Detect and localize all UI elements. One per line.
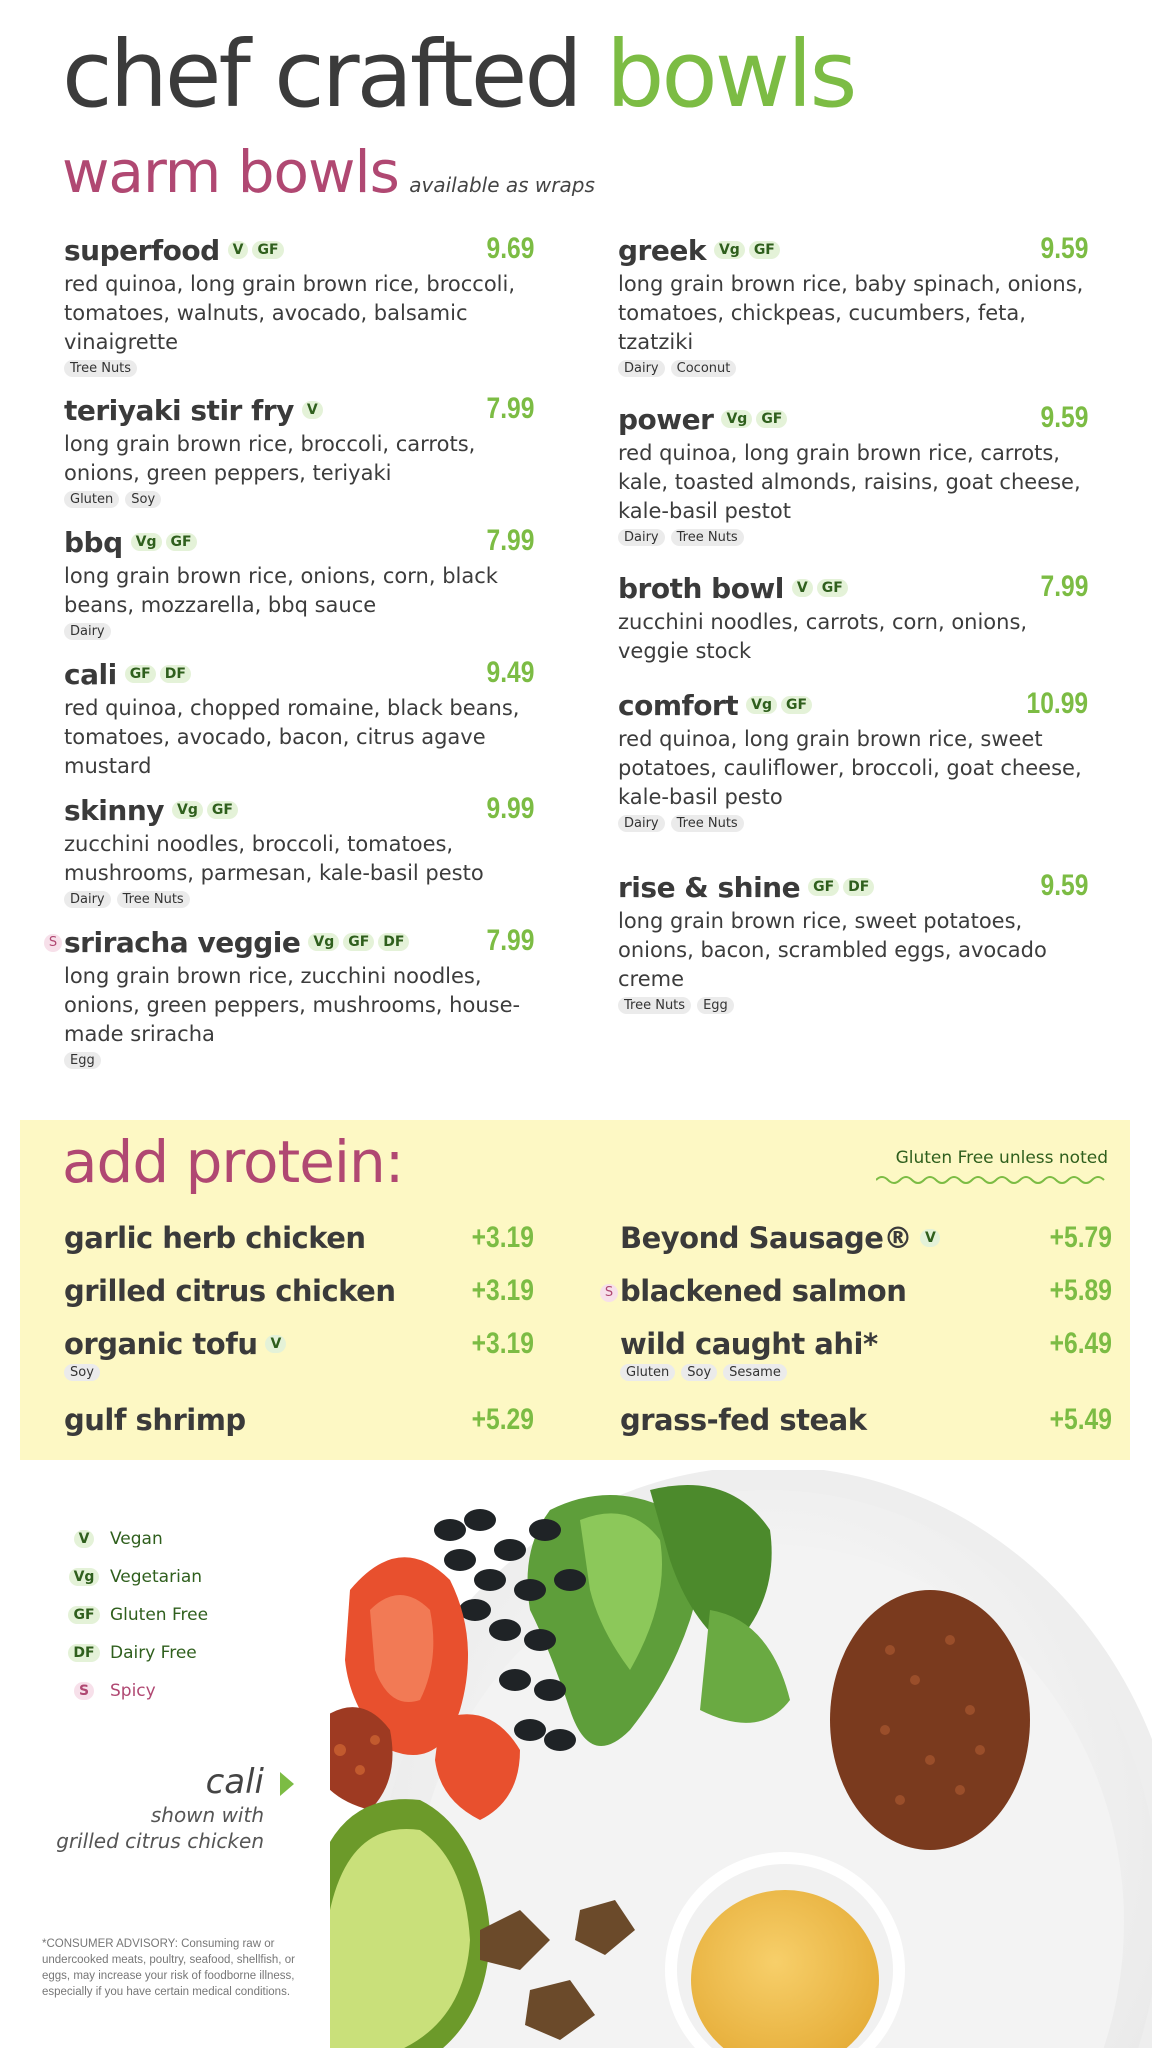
menu-item-description: red quinoa, long grain brown rice, broccoli, tomatoes, walnuts, avocado, balsamic vinaigrette <box>64 272 516 354</box>
allergen-tag-coconut: Coconut <box>671 360 737 377</box>
diet-badge-gf: GF <box>749 241 780 259</box>
menu-item-cali <box>64 656 534 781</box>
menu-item-description: red quinoa, long grain brown rice, carrots, kale, toasted almonds, raisins, goat cheese, kale-basil pestot <box>618 441 1081 523</box>
menu-item-price: 7.99 <box>1040 570 1088 603</box>
allergen-tags <box>620 1364 1112 1381</box>
allergen-tag-gluten: Gluten <box>64 491 119 508</box>
caption-line-1: shown with <box>150 1803 264 1827</box>
legend-badge-wrap <box>64 1644 104 1662</box>
menu-item-name: superfood <box>64 233 220 267</box>
menu-item-name: cali <box>64 657 117 691</box>
diet-badge-v: V <box>920 1229 940 1247</box>
menu-item-price: 10.99 <box>1026 687 1088 720</box>
legend-row-vegetarian <box>64 1558 208 1596</box>
warm-bowls-header <box>62 138 595 206</box>
allergen-tag-soy: Soy <box>681 1364 717 1381</box>
menu-item-price: 9.49 <box>486 656 534 689</box>
menu-item-greek <box>618 232 1088 377</box>
menu-item-description: zucchini noodles, carrots, corn, onions, veggie stock <box>618 610 1028 663</box>
menu-item-description: zucchini noodles, broccoli, tomatoes, mushrooms, parmesan, kale-basil pesto <box>64 832 484 885</box>
allergen-tags <box>64 1052 534 1069</box>
allergen-tags <box>64 623 534 640</box>
warm-bowls-heading: warm bowls <box>62 138 399 206</box>
menu-item-price: 9.59 <box>1040 869 1088 902</box>
legend-badge-v: V <box>74 1530 95 1548</box>
spicy-icon: S <box>44 934 62 952</box>
legend-row-spicy <box>64 1672 208 1710</box>
diet-legend <box>64 1520 208 1710</box>
protein-price: +5.79 <box>1049 1221 1112 1254</box>
menu-item-name-row <box>618 570 1088 606</box>
diet-badge-gf: GF <box>817 579 848 597</box>
menu-item-description: long grain brown rice, onions, corn, black beans, mozzarella, bbq sauce <box>64 564 498 617</box>
protein-price: +5.49 <box>1049 1403 1112 1436</box>
photo-caption <box>56 1762 264 1854</box>
menu-item-name-row <box>64 524 534 560</box>
menu-item-power <box>618 401 1088 546</box>
protein-price: +6.49 <box>1049 1327 1112 1360</box>
protein-price: +3.19 <box>471 1327 534 1360</box>
menu-item-rise-shine <box>618 869 1088 1014</box>
menu-item-broth-bowl <box>618 570 1088 666</box>
diet-badge-gf: GF <box>808 878 839 896</box>
menu-item-name: comfort <box>618 688 739 722</box>
legend-row-vegan <box>64 1520 208 1558</box>
protein-item-grass-fed-steak <box>620 1403 1112 1437</box>
menu-item-price: 9.99 <box>486 792 534 825</box>
protein-item-organic-tofu <box>64 1327 534 1381</box>
gluten-free-note: Gluten Free unless noted <box>895 1148 1108 1168</box>
diet-badges <box>792 579 848 597</box>
diet-badges <box>265 1335 285 1353</box>
diet-badges <box>746 696 812 714</box>
menu-item-price: 9.59 <box>1040 232 1088 265</box>
diet-badge-gf: GF <box>343 933 374 951</box>
protein-price: +3.19 <box>471 1274 534 1307</box>
protein-name: Beyond Sausage® <box>620 1221 912 1255</box>
diet-badge-gf: GF <box>781 696 812 714</box>
menu-item-name-row <box>64 232 534 268</box>
allergen-tag-soy: Soy <box>64 1364 100 1381</box>
protein-price: +5.89 <box>1049 1274 1112 1307</box>
legend-row-gluten-free <box>64 1596 208 1634</box>
protein-item-wild-caught-ahi <box>620 1327 1112 1381</box>
protein-name-row <box>620 1327 1112 1361</box>
allergen-tags <box>64 491 534 508</box>
diet-badges <box>228 241 284 259</box>
legend-badge-gf: GF <box>68 1606 99 1624</box>
menu-item-description: red quinoa, chopped romaine, black beans, tomatoes, avocado, bacon, citrus agave mustard <box>64 696 520 778</box>
menu-item-name-row <box>64 392 534 428</box>
legend-label: Vegan <box>110 1529 163 1549</box>
diet-badge-vg: Vg <box>746 696 777 714</box>
legend-badge-wrap <box>64 1530 104 1548</box>
diet-badge-v: V <box>302 401 323 419</box>
menu-item-description: long grain brown rice, broccoli, carrots, onions, green peppers, teriyaki <box>64 432 476 485</box>
diet-badges <box>808 878 874 896</box>
diet-badge-df: DF <box>843 878 874 896</box>
menu-item-sriracha-veggie <box>48 924 534 1069</box>
menu-item-price: 9.69 <box>486 232 534 265</box>
allergen-tag-soy: Soy <box>125 491 161 508</box>
diet-badge-gf: GF <box>756 410 787 428</box>
menu-item-comfort <box>618 687 1088 832</box>
protein-name-row <box>64 1274 534 1308</box>
diet-badge-gf: GF <box>166 533 197 551</box>
menu-item-name: sriracha veggie <box>64 925 301 959</box>
legend-badge-vg: Vg <box>69 1568 100 1586</box>
protein-price: +3.19 <box>471 1221 534 1254</box>
add-protein-heading: add protein: <box>62 1128 404 1196</box>
diet-badge-vg: Vg <box>721 410 752 428</box>
diet-badge-df: DF <box>378 933 409 951</box>
protein-name: gulf shrimp <box>64 1403 246 1437</box>
protein-name: grass-fed steak <box>620 1403 867 1437</box>
menu-item-name: greek <box>618 233 706 267</box>
protein-price: +5.29 <box>471 1403 534 1436</box>
protein-item-gulf-shrimp <box>64 1403 534 1437</box>
legend-badge-df: DF <box>68 1644 99 1662</box>
protein-item-grilled-citrus-chicken <box>64 1274 534 1308</box>
menu-item-name: power <box>618 402 714 436</box>
consumer-advisory: *CONSUMER ADVISORY: Consuming raw or undercooked meats, poultry, seafood, shellfish, or eggs, may increase your risk of foodborne illness, especially if you have certain medical conditions. <box>42 1938 295 1998</box>
menu-item-name-row <box>64 924 534 960</box>
diet-badge-gf: GF <box>252 241 283 259</box>
title-part-2: bowls <box>606 21 855 128</box>
caption-line-2: grilled citrus chicken <box>56 1829 264 1853</box>
allergen-tag-dairy: Dairy <box>618 529 665 546</box>
diet-badge-v: V <box>228 241 249 259</box>
menu-item-name: rise & shine <box>618 870 801 904</box>
allergen-tags <box>618 360 1088 377</box>
diet-badge-gf: GF <box>207 801 238 819</box>
legend-label: Gluten Free <box>110 1605 209 1625</box>
title-part-1: chef crafted <box>62 21 580 128</box>
menu-item-description: long grain brown rice, zucchini noodles, onions, green peppers, mushrooms, house-made sriracha <box>64 964 521 1046</box>
menu-item-name-row <box>64 792 534 828</box>
allergen-tag-tree-nuts: Tree Nuts <box>671 529 744 546</box>
protein-item-beyond-sausage <box>620 1221 1112 1255</box>
bowl-illustration <box>330 1470 1152 2048</box>
diet-badges <box>172 801 238 819</box>
menu-item-bbq <box>64 524 534 640</box>
protein-name-row <box>620 1221 1112 1255</box>
diet-badges <box>714 241 780 259</box>
diet-badges <box>125 665 191 683</box>
legend-label: Vegetarian <box>110 1567 203 1587</box>
protein-name: grilled citrus chicken <box>64 1274 396 1308</box>
protein-name: blackened salmon <box>620 1274 907 1308</box>
diet-badge-v: V <box>792 579 813 597</box>
legend-row-dairy-free <box>64 1634 208 1672</box>
menu-item-name-row <box>618 869 1088 905</box>
menu-item-price: 7.99 <box>486 924 534 957</box>
protein-name-row <box>64 1403 534 1437</box>
diet-badge-df: DF <box>160 665 191 683</box>
protein-item-blackened-salmon <box>604 1274 1112 1308</box>
menu-item-price: 7.99 <box>486 524 534 557</box>
allergen-tags <box>618 529 1088 546</box>
allergen-tag-dairy: Dairy <box>64 891 111 908</box>
diet-badges <box>920 1229 940 1247</box>
allergen-tag-tree-nuts: Tree Nuts <box>618 997 691 1014</box>
menu-item-name-row <box>64 656 534 692</box>
allergen-tag-dairy: Dairy <box>618 815 665 832</box>
allergen-tag-tree-nuts: Tree Nuts <box>117 891 190 908</box>
menu-item-name-row <box>618 232 1088 268</box>
legend-badge-wrap <box>64 1682 104 1700</box>
allergen-tag-dairy: Dairy <box>618 360 665 377</box>
warm-bowls-subheading: available as wraps <box>409 173 595 197</box>
allergen-tag-sesame: Sesame <box>723 1364 787 1381</box>
allergen-tag-tree-nuts: Tree Nuts <box>64 360 137 377</box>
legend-label: Spicy <box>110 1681 156 1701</box>
menu-item-price: 7.99 <box>486 392 534 425</box>
protein-name-row <box>620 1274 1112 1308</box>
menu-item-name-row <box>618 401 1088 437</box>
menu-item-name-row <box>618 687 1088 723</box>
legend-badge-s: S <box>74 1682 94 1700</box>
menu-item-skinny <box>64 792 534 908</box>
menu-item-superfood <box>64 232 534 377</box>
menu-item-name: skinny <box>64 793 165 827</box>
legend-label: Dairy Free <box>110 1643 197 1663</box>
protein-name: garlic herb chicken <box>64 1221 366 1255</box>
diet-badge-vg: Vg <box>172 801 203 819</box>
menu-item-description: long grain brown rice, sweet potatoes, onions, bacon, scrambled eggs, avocado creme <box>618 909 1047 991</box>
diet-badges <box>131 533 197 551</box>
caption-arrow-icon <box>280 1772 294 1796</box>
spicy-icon: S <box>600 1284 618 1302</box>
protein-name: organic tofu <box>64 1327 258 1361</box>
menu-item-description: red quinoa, long grain brown rice, sweet potatoes, cauliflower, broccoli, goat cheese, kale-basil pesto <box>618 727 1082 809</box>
bowl-photo <box>330 1470 1152 2048</box>
menu-item-teriyaki-stir-fry <box>64 392 534 508</box>
wave-underline <box>876 1174 1108 1186</box>
allergen-tags <box>64 1364 534 1381</box>
diet-badge-vg: Vg <box>131 533 162 551</box>
diet-badges <box>308 933 409 951</box>
allergen-tag-egg: Egg <box>697 997 734 1014</box>
caption-bowl-name: cali <box>205 1762 264 1802</box>
diet-badge-vg: Vg <box>308 933 339 951</box>
allergen-tag-dairy: Dairy <box>64 623 111 640</box>
allergen-tag-egg: Egg <box>64 1052 101 1069</box>
legend-badge-wrap <box>64 1606 104 1624</box>
protein-name-row <box>620 1403 1112 1437</box>
diet-badge-vg: Vg <box>714 241 745 259</box>
legend-badge-wrap <box>64 1568 104 1586</box>
allergen-tags <box>64 360 534 377</box>
protein-name-row <box>64 1221 534 1255</box>
menu-item-name: teriyaki stir fry <box>64 393 294 427</box>
allergen-tags <box>64 891 534 908</box>
allergen-tags <box>618 815 1088 832</box>
protein-name-row <box>64 1327 534 1361</box>
diet-badge-v: V <box>265 1335 285 1353</box>
diet-badges <box>302 401 323 419</box>
allergen-tag-gluten: Gluten <box>620 1364 675 1381</box>
protein-name: wild caught ahi* <box>620 1327 878 1361</box>
menu-item-description: long grain brown rice, baby spinach, onions, tomatoes, chickpeas, cucumbers, feta, tzatziki <box>618 272 1084 354</box>
menu-item-name: broth bowl <box>618 571 784 605</box>
menu-item-price: 9.59 <box>1040 401 1088 434</box>
allergen-tags <box>618 997 1088 1014</box>
page-title <box>62 20 854 130</box>
protein-item-garlic-herb-chicken <box>64 1221 534 1255</box>
diet-badge-gf: GF <box>125 665 156 683</box>
allergen-tag-tree-nuts: Tree Nuts <box>671 815 744 832</box>
menu-item-name: bbq <box>64 525 123 559</box>
diet-badges <box>721 410 787 428</box>
